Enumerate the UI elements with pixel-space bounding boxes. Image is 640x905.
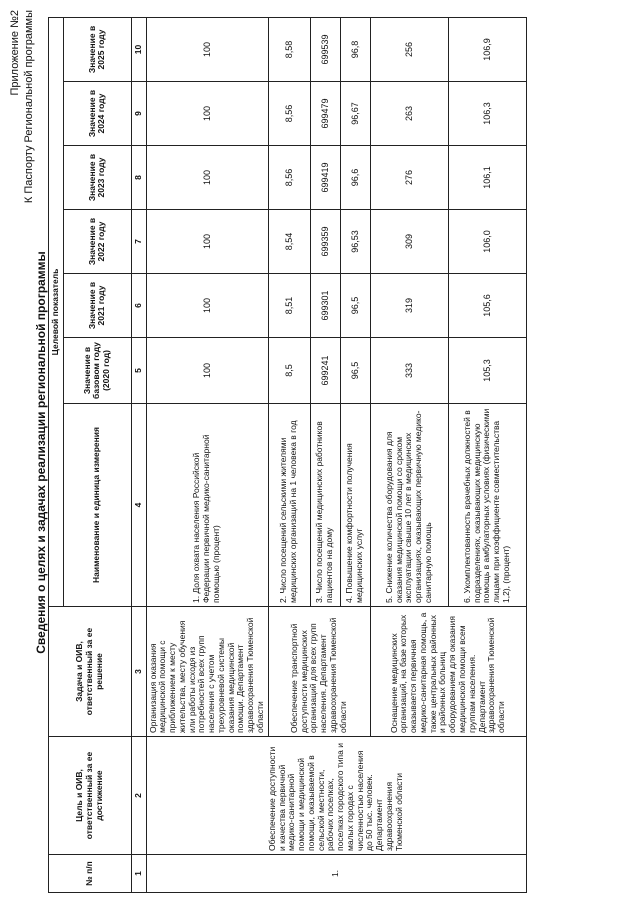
col-header-target: Целевой показатель	[49, 17, 64, 606]
indicator-value: 96,8	[340, 17, 370, 81]
col-header-2021: Значение в 2021 году	[63, 274, 131, 338]
program-passport-label: К Паспорту Региональной программы	[23, 10, 36, 204]
col-header-name: Наименование и единица измерения	[63, 404, 131, 607]
indicator-value: 106,3	[448, 82, 526, 146]
indicator-value: 96,67	[340, 82, 370, 146]
indicator-value: 699479	[310, 82, 340, 146]
col-header-2024: Значение в 2024 году	[63, 82, 131, 146]
indicator-value: 96,5	[340, 274, 370, 338]
row-number: 1.	[146, 855, 526, 893]
col-number: 3	[131, 607, 146, 737]
goal-cell: Обеспечение доступности и качества первичной медико-санитарной помощи и медицинской помощи, оказываемой в сельской местности, рабочих поселках, поселках городского типа и малых городах с численностью населения до 50 тыс. человек. Департамент здравоохранения Тюменской области	[146, 737, 526, 855]
col-header-2023: Значение в 2023 году	[63, 146, 131, 210]
col-number: 4	[131, 404, 146, 607]
indicator-value: 699241	[310, 338, 340, 404]
col-header-2025: Значение в 2025 году	[63, 17, 131, 81]
col-number: 2	[131, 737, 146, 855]
col-header-task: Задача и ОИВ, ответственный за ее решение	[49, 607, 132, 737]
indicator-value: 96,53	[340, 210, 370, 274]
goals-table	[48, 17, 527, 893]
column-number-row	[131, 17, 146, 892]
indicator-value: 8,54	[268, 210, 310, 274]
indicator-name: 3. Число посещений медицинских работников пациентов на дому	[310, 404, 340, 607]
indicator-value: 100	[146, 17, 268, 81]
col-number: 5	[131, 338, 146, 404]
indicator-value: 106,1	[448, 146, 526, 210]
indicator-name: 6. Укомплектованность врачебных должностей в подразделениях, оказывающих медицинскую помощь в амбулаторных условиях (физическими лицами при коэффициенте совместительства 1,2), (процент)	[448, 404, 526, 607]
col-number: 7	[131, 210, 146, 274]
indicator-value: 8,56	[268, 146, 310, 210]
col-header-2022: Значение в 2022 году	[63, 210, 131, 274]
indicator-name: 1. Доля охвата населения Российской Федерации первичной медико-санитарной помощью (процент)	[146, 404, 268, 607]
indicator-value: 100	[146, 338, 268, 404]
col-header-goal: Цель и ОИВ, ответственный за ее достижение	[49, 737, 132, 855]
indicator-value: 106,0	[448, 210, 526, 274]
indicator-value: 699359	[310, 210, 340, 274]
indicator-value: 100	[146, 146, 268, 210]
indicator-value: 96,6	[340, 146, 370, 210]
col-number: 9	[131, 82, 146, 146]
indicator-value: 8,56	[268, 82, 310, 146]
indicator-name: 4. Повышение комфортности получения медицинских услуг	[340, 404, 370, 607]
indicator-value: 106,9	[448, 17, 526, 81]
indicator-value: 333	[370, 338, 448, 404]
indicator-value: 699301	[310, 274, 340, 338]
indicator-value: 100	[146, 210, 268, 274]
indicator-value: 309	[370, 210, 448, 274]
indicator-value: 8,51	[268, 274, 310, 338]
indicator-value: 319	[370, 274, 448, 338]
indicator-value: 8,5	[268, 338, 310, 404]
col-number: 8	[131, 146, 146, 210]
col-number: 10	[131, 17, 146, 81]
indicator-value: 256	[370, 17, 448, 81]
col-number: 1	[131, 855, 146, 893]
task-cell: Оснащение медицинских организаций, на базе которых оказывается первичная медико-санитарная помощь, а также центральных районных и районных больниц оборудованием для оказания медицинской помощи всем группам населения. Департамент здравоохранения Тюменской области	[370, 607, 526, 737]
indicator-value: 699539	[310, 17, 340, 81]
table-row	[146, 17, 268, 892]
indicator-value: 100	[146, 82, 268, 146]
indicator-value: 105,3	[448, 338, 526, 404]
indicator-name: 2. Число посещений сельскими жителями медицинских организаций на 1 человека в год	[268, 404, 310, 607]
indicator-value: 100	[146, 274, 268, 338]
header-block	[8, 10, 37, 203]
indicator-value: 699419	[310, 146, 340, 210]
document-title: Сведения о целях и задачах реализации региональной программы	[34, 251, 48, 654]
indicator-value: 263	[370, 82, 448, 146]
task-cell: Организация оказания медицинской помощи с приближением к месту жительства, месту обучения или работы исходя из потребностей всех групп населения с учетом трехуровневой системы оказания медицинской помощи. Департамент здравоохранения Тюменской области	[146, 607, 268, 737]
appendix-label: Приложение №2	[9, 10, 21, 96]
col-number: 6	[131, 274, 146, 338]
indicator-value: 96,5	[340, 338, 370, 404]
indicator-value: 8,58	[268, 17, 310, 81]
col-header-base: Значение в базовом году (2020 год)	[63, 338, 131, 404]
header-row-1	[49, 17, 64, 892]
indicator-name: 5. Снижение количества оборудования для оказания медицинской помощи со сроком эксплуатации свыше 10 лет в медицинских организациях, оказывающих первичную медико-санитарную помощь	[370, 404, 448, 607]
indicator-value: 276	[370, 146, 448, 210]
indicator-value: 105,6	[448, 274, 526, 338]
task-cell: Обеспечение транспортной доступности медицинских организаций для всех групп населения. Департамент здравоохранения Тюменской области	[268, 607, 370, 737]
col-header-num: № п/п	[49, 855, 132, 893]
